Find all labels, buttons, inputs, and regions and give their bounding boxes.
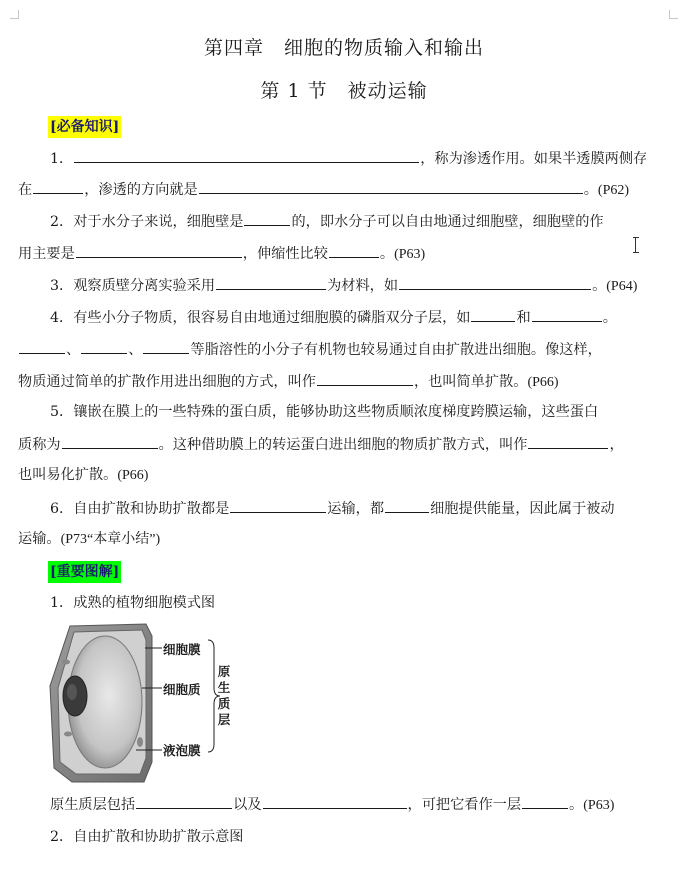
item-text: 和 xyxy=(516,310,531,326)
diagrams-tag: [重要图解] xyxy=(48,561,121,583)
blank[interactable] xyxy=(399,274,591,290)
blank[interactable] xyxy=(74,147,419,163)
item-text: 对于水分子来说，细胞壁是 xyxy=(73,214,244,230)
text-cursor-icon xyxy=(633,237,639,253)
item-text: ，称为渗透作用。如果半透膜两侧存 xyxy=(420,151,648,167)
item-text: ，也叫简单扩散。 xyxy=(413,374,528,390)
item-text: 原生质层包括 xyxy=(50,797,136,813)
cytoplasm-label: 细胞质 xyxy=(163,682,201,697)
blank[interactable] xyxy=(62,433,158,449)
page-reference: (P63) xyxy=(583,798,615,813)
item-text: 用主要是 xyxy=(18,246,75,262)
item-text: 、 xyxy=(66,342,81,358)
item-number: 1． xyxy=(50,151,74,167)
chapter-title: 第四章 细胞的物质输入和输出 xyxy=(203,37,484,59)
blank[interactable] xyxy=(317,370,413,386)
item-text: 。 xyxy=(379,246,395,262)
item-text: 。 xyxy=(569,797,584,813)
page-reference: (P66) xyxy=(117,468,149,483)
page-reference: (P64) xyxy=(606,279,638,294)
item-2-line-1 xyxy=(18,210,670,232)
item-text: ，渗透的方向就是 xyxy=(84,182,198,198)
item-text: ， xyxy=(609,437,624,453)
item-text: 自由扩散和协助扩散都是 xyxy=(73,501,230,517)
blank[interactable] xyxy=(143,338,189,354)
blank[interactable] xyxy=(522,793,568,809)
item-text: 为材料，如 xyxy=(327,278,399,294)
blank[interactable] xyxy=(471,306,515,322)
blank[interactable] xyxy=(136,793,232,809)
item-text: 物质通过简单的扩散作用进出细胞的方式，叫作 xyxy=(18,374,316,390)
item-1-line-1 xyxy=(18,147,670,169)
page-reference: (P66) xyxy=(527,375,559,390)
item-6-line-2 xyxy=(18,529,670,550)
blank[interactable] xyxy=(230,497,326,513)
item-number: 3． xyxy=(50,278,74,294)
figure-1-question xyxy=(50,793,688,816)
item-text: 运输，都 xyxy=(327,501,385,517)
item-1-line-2 xyxy=(18,178,670,201)
item-4-line-2 xyxy=(18,338,670,360)
essentials-tag: [必备知识] xyxy=(48,116,121,138)
item-number: 2． xyxy=(50,214,74,230)
blank[interactable] xyxy=(199,178,583,194)
figure-1-caption: 1．成熟的植物细胞模式图 xyxy=(50,595,216,611)
item-text: 等脂溶性的小分子有机物也较易通过自由扩散进出细胞。像这样， xyxy=(190,342,602,358)
blank[interactable] xyxy=(528,433,608,449)
plant-cell-figure xyxy=(48,622,238,784)
item-text: ，伸缩性比较 xyxy=(242,246,328,262)
item-number: 4． xyxy=(50,310,74,326)
item-text: 在 xyxy=(18,182,33,198)
item-text: 、 xyxy=(128,342,143,358)
blank[interactable] xyxy=(385,497,429,513)
plant-cell-diagram xyxy=(48,622,238,784)
cell-membrane-label: 细胞膜 xyxy=(163,642,201,657)
item-text: 的，即水分子可以自由地通过细胞壁，细胞壁的作 xyxy=(291,214,604,230)
section-title: 第 1 节 被动运输 xyxy=(260,80,428,102)
item-text: 观察质壁分离实验采用 xyxy=(73,278,216,294)
item-number: 5． xyxy=(50,404,74,420)
blank[interactable] xyxy=(216,274,326,290)
page-reference: (P62) xyxy=(597,183,630,198)
item-text: 以及 xyxy=(233,797,262,813)
blank[interactable] xyxy=(244,210,290,226)
blank[interactable] xyxy=(76,242,242,258)
figure-2-caption: 2．自由扩散和协助扩散示意图 xyxy=(50,829,244,845)
item-2-line-2 xyxy=(18,242,670,265)
blank[interactable] xyxy=(263,793,407,809)
item-number: 6． xyxy=(50,501,74,517)
item-text: 。 xyxy=(583,182,598,198)
item-text: 也叫易化扩散。 xyxy=(18,467,118,483)
item-text: 。 xyxy=(602,310,617,326)
page-corner-mark xyxy=(669,10,678,19)
page-reference: (P63) xyxy=(394,247,426,262)
protoplast-label: 原生质层 xyxy=(217,664,231,727)
item-text: 有些小分子物质，很容易自由地通过细胞膜的磷脂双分子层，如 xyxy=(73,310,471,326)
item-text: 细胞提供能量，因此属于被动 xyxy=(430,501,615,517)
blank[interactable] xyxy=(19,338,65,354)
page-reference: (P73“本章小结”) xyxy=(60,532,161,547)
item-text: 。 xyxy=(592,278,607,294)
item-text: ，可把它看作一层 xyxy=(407,797,522,813)
item-5-line-3 xyxy=(18,465,670,486)
blank[interactable] xyxy=(33,178,83,194)
item-text: 。这种借助膜上的转运蛋白进出细胞的物质扩散方式，叫作 xyxy=(158,437,528,453)
item-5-line-2 xyxy=(18,433,670,455)
vacuole-membrane-label: 液泡膜 xyxy=(163,743,201,758)
item-4-line-3 xyxy=(18,370,670,393)
item-3-line-1 xyxy=(18,274,670,297)
blank[interactable] xyxy=(81,338,127,354)
item-6-line-1 xyxy=(18,497,670,519)
item-4-line-1 xyxy=(18,306,670,328)
blank[interactable] xyxy=(329,242,379,258)
blank[interactable] xyxy=(532,306,602,322)
item-text: 质称为 xyxy=(18,437,61,453)
item-text: 运输。 xyxy=(18,531,61,547)
item-5-line-1 xyxy=(18,402,670,422)
item-text: 镶嵌在膜上的一些特殊的蛋白质，能够协助这些物质顺浓度梯度跨膜运输，这些蛋白 xyxy=(73,404,599,420)
page-corner-mark xyxy=(10,10,19,19)
